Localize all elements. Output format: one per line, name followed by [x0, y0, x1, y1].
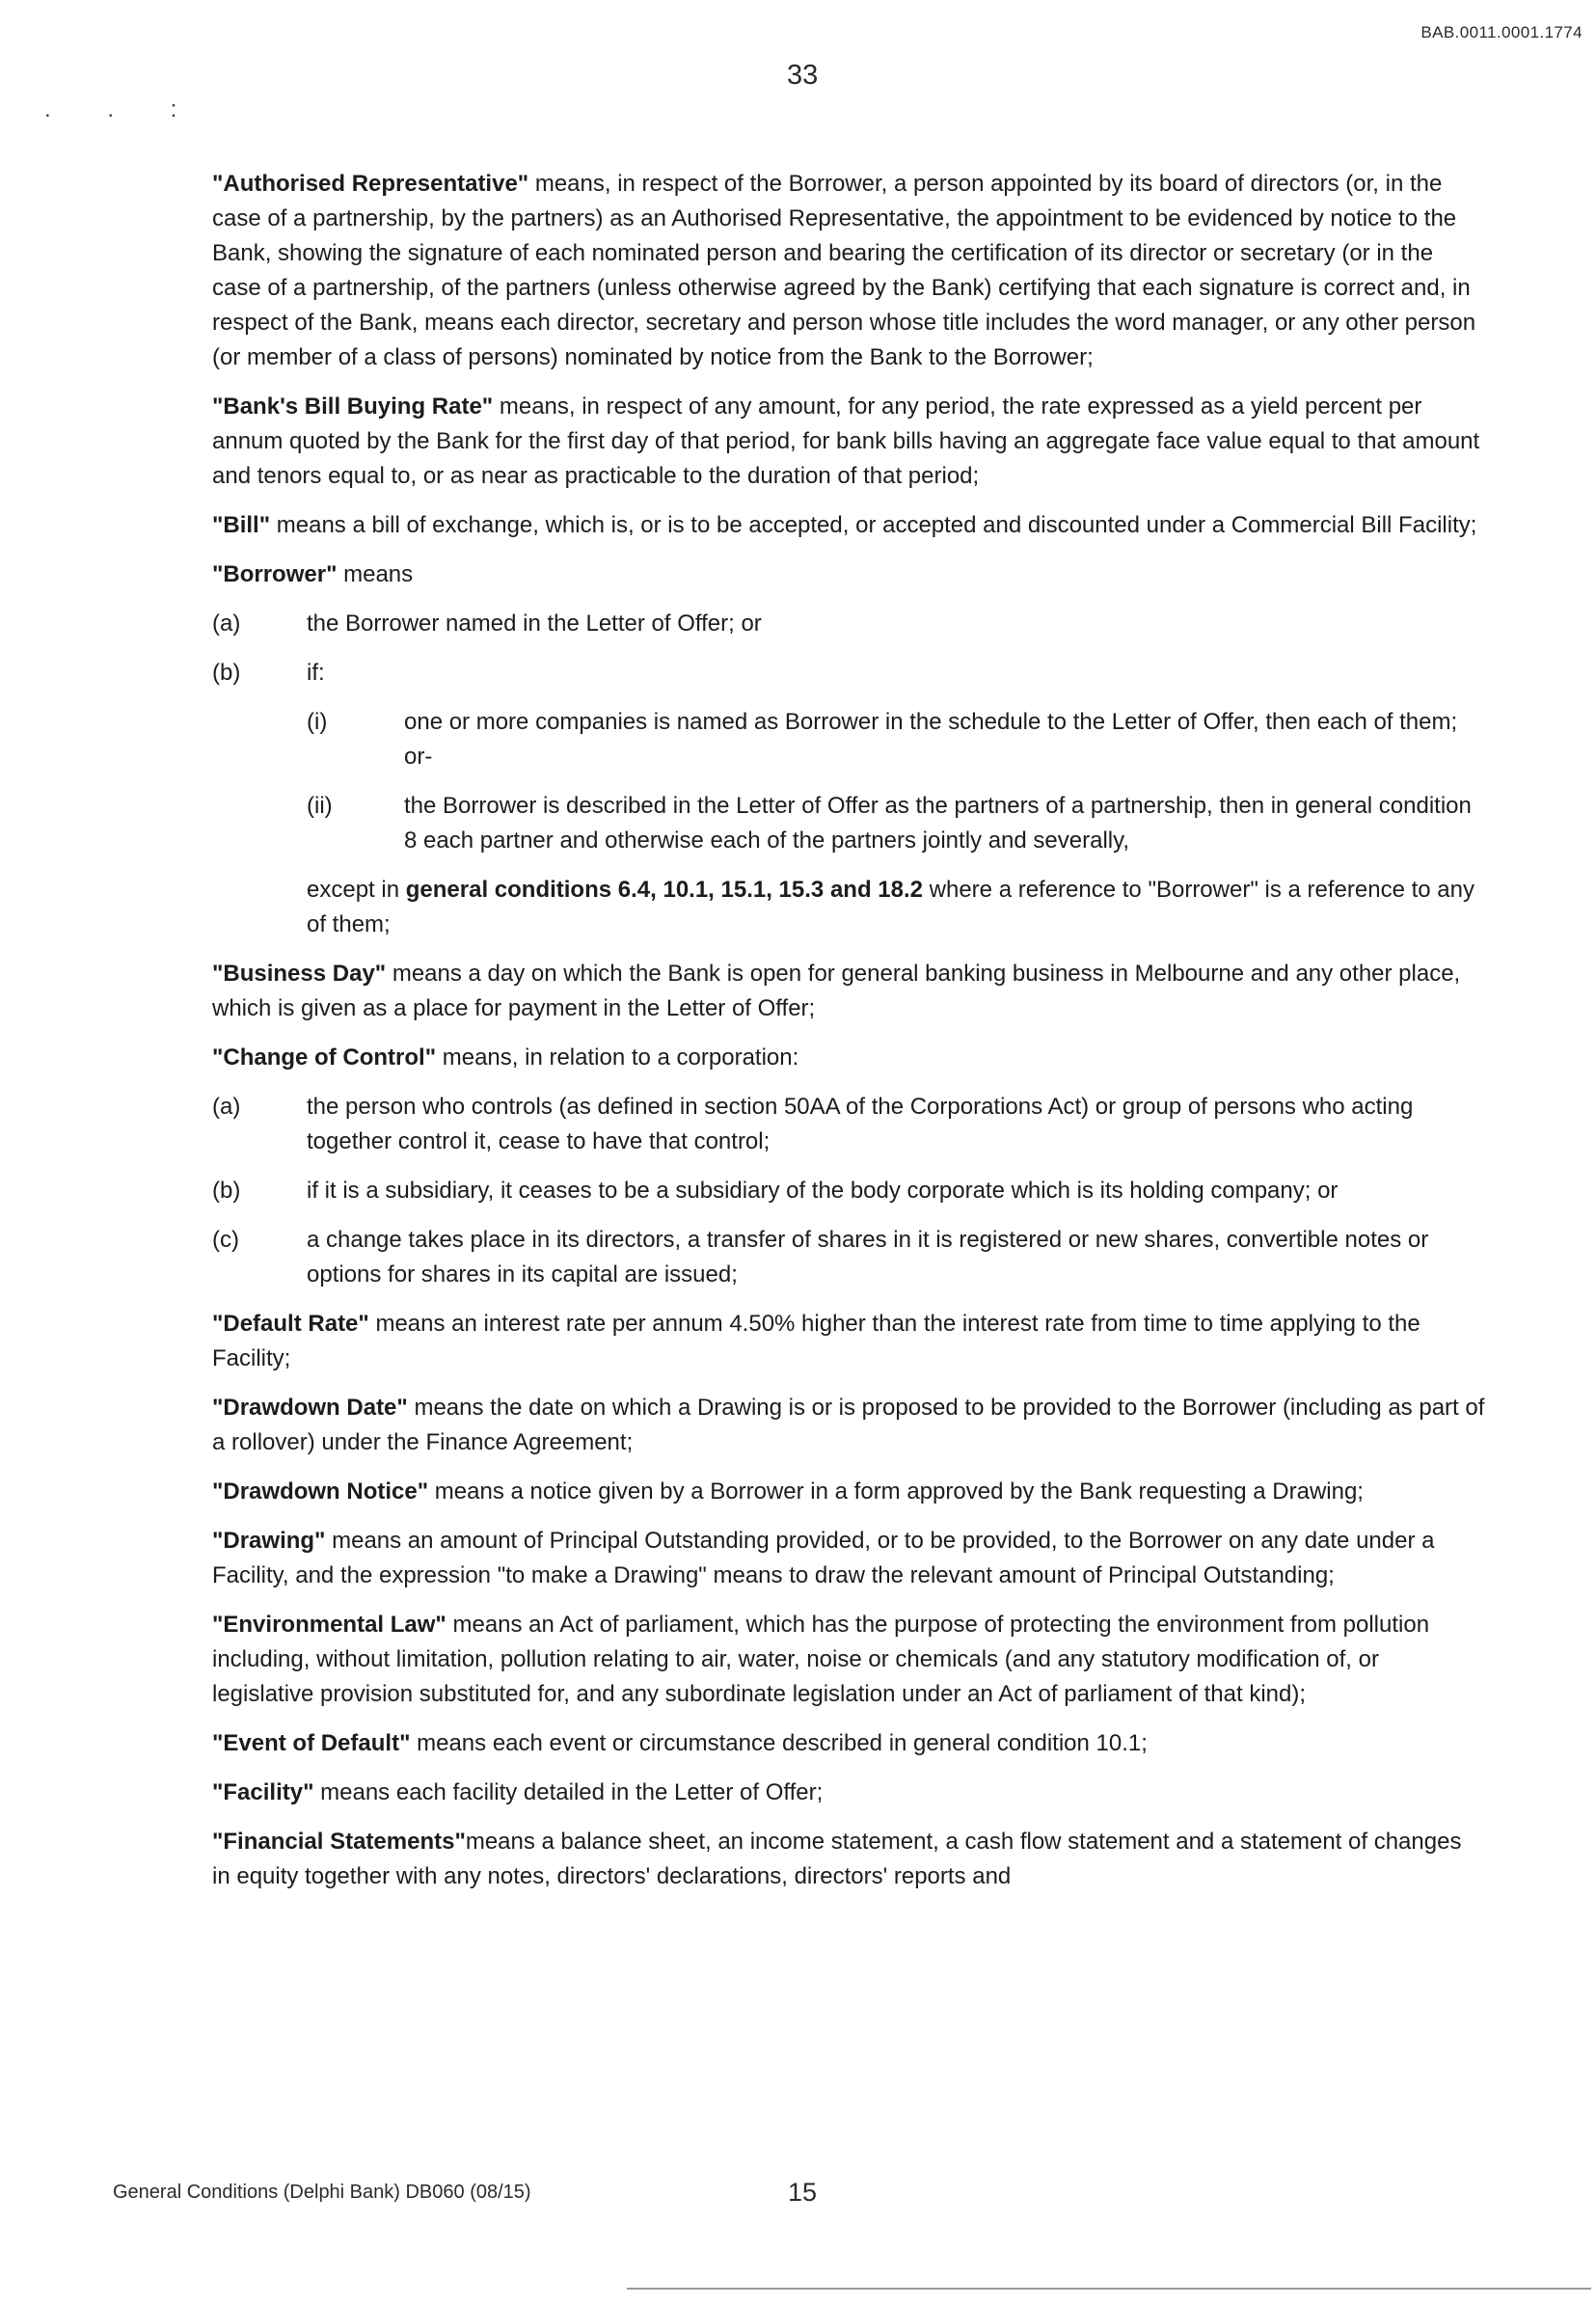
- definition-text: means a notice given by a Borrower in a form approved by the Bank requesting a Drawing;: [428, 1478, 1364, 1505]
- definition-authorised-representative: [212, 167, 1485, 375]
- definition-environmental-law: [212, 1608, 1485, 1712]
- footer-page-number: 15: [788, 2178, 818, 2207]
- item-text: the Borrower named in the Letter of Offer; or: [307, 610, 762, 637]
- item-text: the Borrower is described in the Letter of Offer as the partners of a partnership, then in general condition 8 each partner and otherwise each of the partners jointly and severally,: [404, 793, 1472, 854]
- item-text: if it is a subsidiary, it ceases to be a subsidiary of the body corporate which is its holding company; or: [307, 1178, 1339, 1204]
- term: "Authorised Representative": [212, 171, 529, 197]
- definition-text: means a day on which the Bank is open for general banking business in Melbourne and any other place, which is given as a place for payment in the Letter of Offer;: [212, 961, 1461, 1021]
- margin-marks: . . :: [44, 96, 203, 122]
- clause-text: where a reference to "Borrower" is a reference to any of them;: [307, 877, 1474, 937]
- definition-event-of-default: [212, 1726, 1485, 1761]
- definition-business-day: [212, 957, 1485, 1026]
- definition-financial-statements: [212, 1825, 1485, 1894]
- definition-default-rate: [212, 1307, 1485, 1376]
- definition-text: means, in respect of the Borrower, a person appointed by its board of directors (or, in the case of a partnership, by the partners) as an Authorised Representative, the appointment to be evidenced by notice to the Bank, showing the signature of each nominated person and bearing the certification of its director or secretary (or in the case of a partnership, of the partners (unless otherwise agreed by the Bank) certifying that each signature is correct and, in respect of the Bank, means each director, secretary and person whose title includes the word manager, or any other person (or member of a class of persons) nominated by notice from the Bank to the Borrower;: [212, 171, 1476, 370]
- item-text: the person who controls (as defined in section 50AA of the Corporations Act) or group of persons who acting together control it, cease to have that control;: [307, 1094, 1414, 1154]
- item-text: a change takes place in its directors, a transfer of shares in it is registered or new shares, convertible notes or options for shares in its capital are issued;: [307, 1227, 1429, 1288]
- definition-text: means an amount of Principal Outstanding provided, or to be provided, to the Borrower on any date under a Facility, and the expression "to make a Drawing" means to draw the relevant amount of Principal Outstanding;: [212, 1528, 1435, 1588]
- definition-drawdown-date: [212, 1391, 1485, 1460]
- definition-text: means: [337, 561, 414, 587]
- definition-change-of-control: [212, 1041, 1485, 1075]
- list-item: [212, 1223, 1485, 1292]
- item-label: (b): [212, 660, 241, 686]
- list-item: [212, 656, 1485, 691]
- list-item: [212, 607, 1485, 641]
- definition-drawing: [212, 1524, 1485, 1593]
- definition-text: means an Act of parliament, which has the purpose of protecting the environment from pollution including, without limitation, pollution relating to air, water, noise or chemicals (and any statutory modification of, or legislative provision substituted for, and any subordinate legislation under an Act of parliament of that kind);: [212, 1612, 1430, 1707]
- term: "Bank's Bill Buying Rate": [212, 393, 494, 420]
- term: "Drawing": [212, 1528, 326, 1554]
- definition-text: means a bill of exchange, which is, or is to be accepted, or accepted and discounted under a Commercial Bill Facility;: [270, 512, 1477, 538]
- page-number-top: 33: [787, 60, 819, 91]
- definition-bill: [212, 508, 1485, 543]
- list-item: [212, 1090, 1485, 1159]
- definition-facility: [212, 1776, 1485, 1810]
- term: "Default Rate": [212, 1311, 369, 1337]
- document-id: BAB.0011.0001.1774: [1420, 23, 1582, 41]
- definition-text: means each event or circumstance described in general condition 10.1;: [410, 1730, 1148, 1756]
- sub-list-item: [307, 789, 1485, 858]
- clause-reference: general conditions 6.4, 10.1, 15.1, 15.3 and 18.2: [405, 877, 923, 903]
- item-text: one or more companies is named as Borrower in the schedule to the Letter of Offer, then each of them; or-: [404, 709, 1458, 770]
- sub-list-item: [307, 705, 1485, 774]
- definition-text: means a balance sheet, an income statement, a cash flow statement and a statement of changes in equity together with any notes, directors' declarations, directors' reports and: [212, 1829, 1462, 1889]
- term: "Event of Default": [212, 1730, 411, 1756]
- term: "Drawdown Notice": [212, 1478, 429, 1505]
- term: "Business Day": [212, 961, 387, 987]
- term: "Drawdown Date": [212, 1395, 408, 1421]
- item-label: (ii): [307, 793, 333, 819]
- term: "Financial Statements": [212, 1829, 466, 1855]
- footer-document-title: General Conditions (Delphi Bank) DB060 (08/15): [113, 2182, 531, 2203]
- term: "Bill": [212, 512, 271, 538]
- term: "Facility": [212, 1779, 314, 1805]
- definition-text: means each facility detailed in the Letter of Offer;: [313, 1779, 824, 1805]
- definitions-body: [212, 167, 1485, 1909]
- item-text: if:: [307, 660, 325, 686]
- definition-text: means the date on which a Drawing is or is proposed to be provided to the Borrower (including as part of a rollover) under the Finance Agreement;: [212, 1395, 1485, 1455]
- definition-text: means an interest rate per annum 4.50% higher than the interest rate from time to time applying to the Facility;: [212, 1311, 1420, 1371]
- definition-bank-bill-buying-rate: [212, 390, 1485, 494]
- definition-borrower: [212, 557, 1485, 592]
- item-label: (a): [212, 1094, 241, 1120]
- item-label: (a): [212, 610, 241, 637]
- borrower-except-clause: [307, 873, 1485, 942]
- list-item: [212, 1174, 1485, 1208]
- term: "Borrower": [212, 561, 338, 587]
- definition-text: means, in respect of any amount, for any period, the rate expressed as a yield percent per annum quoted by the Bank for the first day of that period, for bank bills having an aggregate face value equal to that amount and tenors equal to, or as near as practicable to the duration of that period;: [212, 393, 1480, 489]
- item-label: (c): [212, 1227, 239, 1253]
- clause-text: except in: [307, 877, 406, 903]
- term: "Change of Control": [212, 1044, 437, 1071]
- definition-text: means, in relation to a corporation:: [436, 1044, 799, 1071]
- item-label: (i): [307, 709, 328, 735]
- definition-drawdown-notice: [212, 1475, 1485, 1509]
- scan-edge-line: [627, 2288, 1591, 2290]
- item-label: (b): [212, 1178, 241, 1204]
- term: "Environmental Law": [212, 1612, 446, 1638]
